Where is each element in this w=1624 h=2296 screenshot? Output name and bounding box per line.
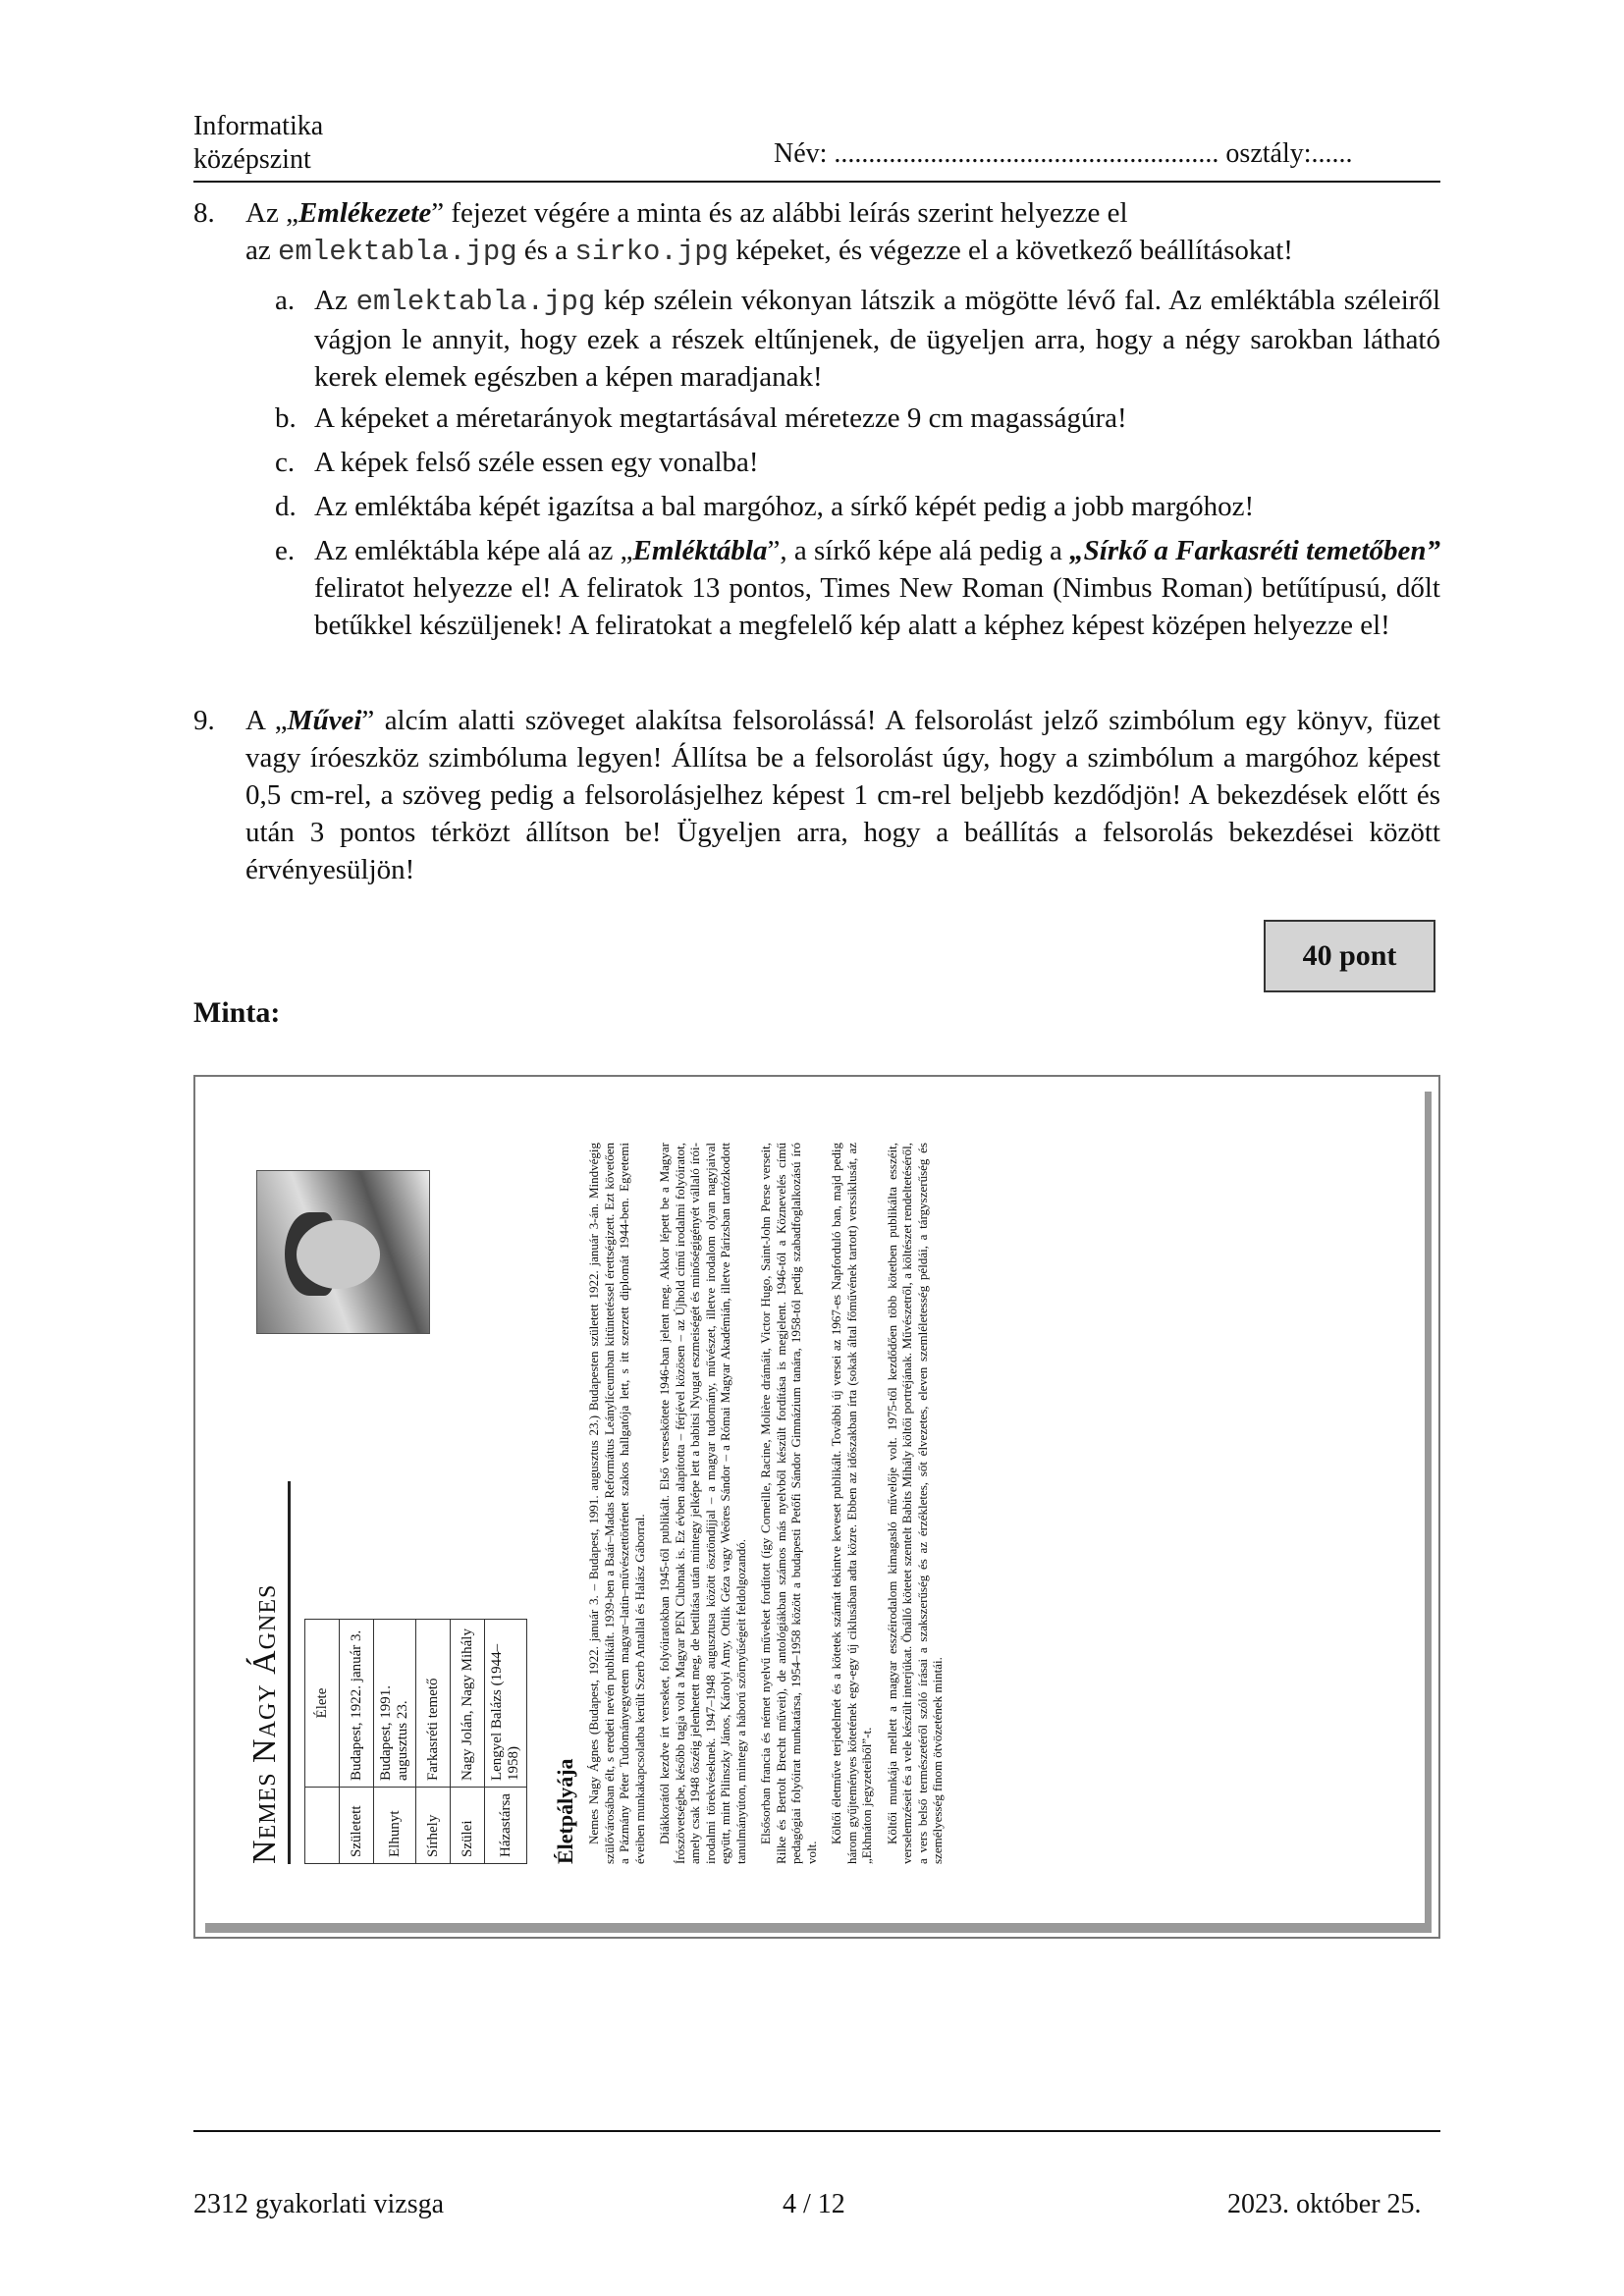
- sample-page: [197, 1084, 1425, 1923]
- subject-label: [193, 110, 323, 177]
- row-value: Nagy Jolán, Nagy Mihály: [451, 1620, 485, 1788]
- task9-pre: A „: [245, 705, 288, 736]
- task8-b-label: b.: [275, 402, 297, 434]
- table-row: [451, 1620, 485, 1864]
- footer-rule: [193, 2130, 1440, 2132]
- task8-intro-a: Az „: [245, 197, 298, 229]
- task8-number: 8.: [193, 197, 215, 229]
- row-value: Lengyel Balázs (1944–1958): [485, 1620, 527, 1788]
- life-table-header: Élete: [305, 1620, 340, 1788]
- task8-e-caption1: Emléktábla: [632, 535, 768, 566]
- row-key: Született: [340, 1788, 374, 1864]
- row-key: Szülei: [451, 1788, 485, 1864]
- row-value: Budapest, 1922. január 3.: [340, 1620, 374, 1788]
- footer-date: 2023. október 25.: [1227, 2189, 1422, 2219]
- sample-paragraph: Diákkorától kezdve írt verseket, folyóiratokban 1945-től publikált. Első verseskötete 1946-ban jelent meg. Akkor lépett be a Magyar Írószövetségbe, később tagja volt a Magyar PEN Clubnak is. Ez évben alapította – férjével közösen – az Újhold című irodalmi folyóiratot, amely csak 1948 őszéig jelenhetett meg, de betiltása után mintegy jelképe lett a babitsi Nyugat eszmeiségét és minőségigényét vállaló írói-irodalmi törekvéseknek. 1947–1948 augusztusa között ösztöndíjjal – a magyar tudomány, művészet, illetve irodalom olyan nagyjaival együtt, mint Pilinszky János, Károlyi Amy, Ottlik Géza vagy Weöres Sándor – a Római Magyar Akadémián, illetve Párizsban tartózkodott tanulmányúton, mintegy a háború szörnyűségeit feldolgozandó.: [657, 1143, 748, 1864]
- table-row: [374, 1620, 416, 1864]
- task8-chapter-name: Emlékezete: [298, 197, 432, 229]
- sample-heading: Életpályája: [553, 1758, 577, 1864]
- table-row: [485, 1620, 527, 1864]
- task8-intro-b: ” fejezet végére a minta és az alábbi leírás szerint helyezze el: [431, 197, 1128, 229]
- table-row: [416, 1620, 451, 1864]
- row-key: Házastársa: [485, 1788, 527, 1864]
- task8-a-file: emlektabla.jpg: [355, 286, 596, 318]
- subject-line2: középszint: [193, 144, 311, 175]
- task8-e-label: e.: [275, 535, 296, 566]
- task8-b-text: A képeket a méretarányok megtartásával méretezze 9 cm magasságúra!: [314, 402, 1127, 434]
- sample-paragraph: Elsősorban francia és német nyelvű műveket fordított (így Corneille, Racine, Molière drámáit, Victor Hugo, Saint-John Perse verseit, Rilke és Bertolt Brecht műveit), de antológiákban számos más nyelvből készült fordítása is megjelent. 1946-tól a Köznevelés című pedagógiai folyóirat munkatársa, 1954–1958 között a budapesti Petőfi Sándor Gimnázium tanára, 1958-tól pedig szabadfoglalkozású író volt.: [758, 1143, 819, 1864]
- task8-a-label: a.: [275, 285, 296, 316]
- task8-a-text: [314, 282, 1440, 396]
- task8-intro-d: és a: [516, 235, 575, 266]
- task8-c-label: c.: [275, 447, 296, 478]
- footer-page-number: 4 / 12: [783, 2189, 845, 2219]
- sample-rotated-document: [197, 1084, 1425, 1923]
- task8-a-body: kép szélein vékonyan látszik a mögötte lévő fal. Az emléktábla széleiről vágjon le annyit, hogy ezek a részek eltűnjenek, de ügyeljen arra, hogy a négy sarokban látható kerek elemek egészben a képen maradjanak!: [314, 285, 1440, 393]
- task8-d-label: d.: [275, 491, 297, 522]
- sample-label: Minta:: [193, 996, 281, 1029]
- task8-a-pre: Az: [314, 285, 356, 316]
- task9-number: 9.: [193, 705, 215, 736]
- task8-intro-e: képeket, és végezze el a következő beállításokat!: [729, 235, 1293, 266]
- sample-paragraph: Nemes Nagy Ágnes (Budapest, 1922. január 3. – Budapest, 1991. augusztus 23.) Budapesten született 1922. január 3-án. Mindvégig szülővárosában élt, s eredeti nevén publikált. 1939-ben a Baár–Madas Református Leánylíceumban kitüntetéssel érettségizett. Ezt követően a Pázmány Péter Tudományegyetem magyar–latin–művészettörténet szakos hallgatója lett, s itt szerzett diplomát 1944-ben. Egyetemi éveiben munkakapcsolatba került Szerb Antallal és Halász Gáborral.: [586, 1143, 647, 1864]
- row-key: Elhunyt: [374, 1788, 416, 1864]
- task9-body: ” alcím alatti szöveget alakítsa felsorolássá! A felsorolást jelző szimbólum egy könyv, füzet vagy íróeszköz szimbóluma legyen! Állítsa be a felsorolást úgy, hogy a szimbólum a margóhoz képest 0,5 cm-rel, a szöveg pedig a felsorolásjelhez képest 1 cm-rel beljebb kezdődjön! A bekezdések előtt és után 3 pontos térközt állítson be! Ügyeljen arra, hogy a beállítás a felsorolás bekezdései között érvényesüljön!: [245, 705, 1440, 885]
- row-value: Budapest, 1991. augusztus 23.: [374, 1620, 416, 1788]
- task8-e-caption2: „Sírkő a Farkasréti temetőben”: [1069, 535, 1440, 566]
- row-value: Farkasréti temető: [416, 1620, 451, 1788]
- life-table: [304, 1619, 527, 1864]
- task8-d-text: Az emléktába képét igazítsa a bal margóhoz, a sírkő képét pedig a jobb margóhoz!: [314, 491, 1255, 522]
- task8-intro-c: az: [245, 235, 278, 266]
- subject-line1: Informatika: [193, 111, 324, 141]
- row-key: Sírhely: [416, 1788, 451, 1864]
- task9-subtitle: Művei: [287, 705, 362, 736]
- task8-e-body: feliratot helyezze el! A feliratok 13 pontos, Times New Roman (Nimbus Roman) betűtípusú, dőlt betűkkel készüljenek! A feliratokat a megfelelő kép alatt a képhez képest középen helyezze el!: [314, 572, 1440, 641]
- task8-c-text: A képek felső széle essen egy vonalba!: [314, 447, 759, 478]
- table-row: [340, 1620, 374, 1864]
- sample-paragraph: Költői életműve terjedelmét és a kötetek számát tekintve keveset publikált. További új versei az 1967-es Napforduló ban, majd pedig három gyűjteményes kötetének egy-egy új ciklusában adta közre. Ebben az időszakban írta (sokak által főművének tartott) verssiklusát, az „Ekhnáton jegyzeteiből”-t.: [829, 1143, 874, 1864]
- sample-title: Nemes Nagy Ágnes: [246, 1481, 291, 1864]
- sample-paragraph: Költői munkája mellett a magyar esszéirodalom kimagasló művelője volt. 1975-től kezdődően több kötetben publikálta esszéit, verselemzéseit és a vele készült interjúkat. Önálló kötetet szentelt Babits Mihály költői portréjának. Művészetről, a költészet rendeltetéséről, a vers belső természetéről szóló írásai a szakszerűség és az érzékletes, sőt élvezetes, eleven szemléletesség példái, a tárgyszerűség és személyesség finom ötvözetének mintái.: [884, 1143, 945, 1864]
- score-box: 40 pont: [1264, 920, 1435, 992]
- task8-e-pre: Az emléktábla képe alá az „: [314, 535, 633, 566]
- portrait-photo: [256, 1170, 430, 1334]
- task8-file2: sirko.jpg: [574, 236, 730, 268]
- name-class-line: Név: ........................................................ osztály:......: [774, 138, 1353, 169]
- task8-e-text: [314, 532, 1440, 644]
- task8-intro: [245, 194, 1440, 271]
- task8-e-mid: ”, a sírkő képe alá pedig a: [767, 535, 1070, 566]
- task9-text: [245, 702, 1440, 888]
- header-rule: [193, 181, 1440, 183]
- footer-exam: 2312 gyakorlati vizsga: [193, 2189, 445, 2219]
- task8-file1: emlektabla.jpg: [278, 236, 517, 268]
